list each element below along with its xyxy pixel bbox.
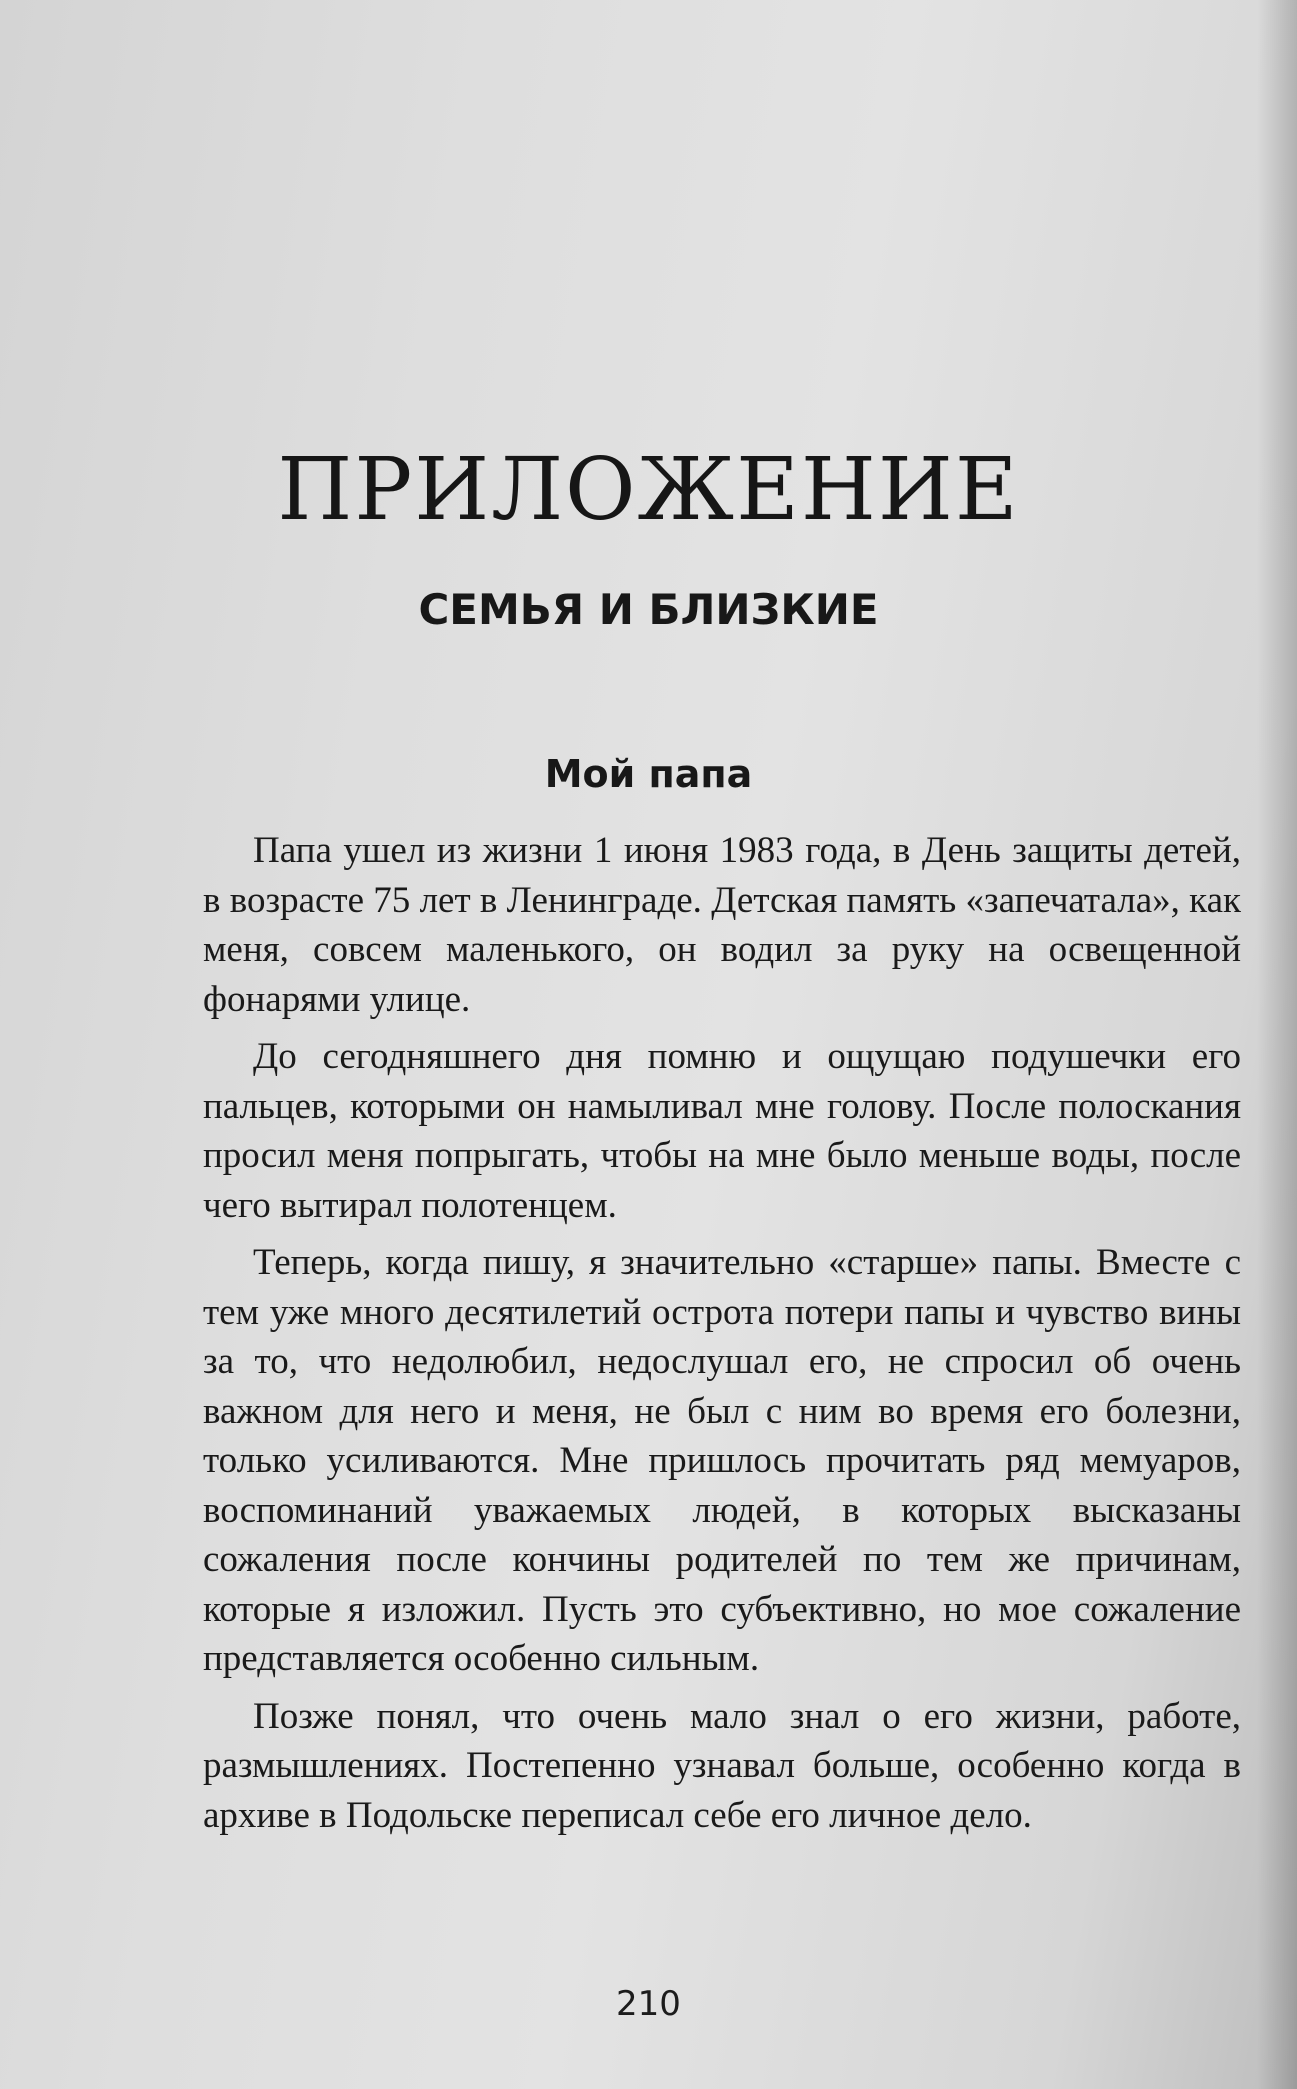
paragraph: До сегодняшнего дня помню и ощущаю подушечки его пальцев, которыми он намыливал мне голову. После полоскания просил меня попрыгать, чтобы на мне было меньше воды, после чего вытирал полотенцем. (203, 1036, 1241, 1226)
paragraph: Теперь, когда пишу, я значительно «старше» папы. Вместе с тем уже много десятилетий острота потери папы и чувство вины за то, что недолюбил, недослушал его, не спросил об очень важном для него и меня, не был с ним во время его болезни, только усиливаются. Мне пришлось прочитать ряд мемуаров, воспоминаний уважаемых людей, в которых высказаны сожаления после кончины родителей по тем же причинам, которые я изложил. Пусть это субъективно, но мое сожаление представляется особенно сильным. (203, 1242, 1241, 1679)
page-edge-shadow (1257, 0, 1297, 2089)
body-text (203, 826, 1241, 1848)
paragraph: Позже понял, что очень мало знал о его жизни, работе, размышлениях. Постепенно узнавал больше, особенно когда в архиве в Подольске переписал себе его личное дело. (203, 1695, 1241, 1836)
page-number: 210 (616, 1984, 681, 2024)
appendix-title: ПРИЛОЖЕНИЕ (277, 440, 1020, 540)
section-title: Мой папа (544, 752, 753, 796)
paragraph: Папа ушел из жизни 1 июня 1983 года, в День защиты детей, в возрасте 75 лет в Ленинграде. Детская память «запечатала», как меня, совсем маленького, он водил за руку на освещенной фонарями улице. (203, 830, 1241, 1020)
appendix-subtitle: СЕМЬЯ И БЛИЗКИЕ (418, 585, 879, 634)
